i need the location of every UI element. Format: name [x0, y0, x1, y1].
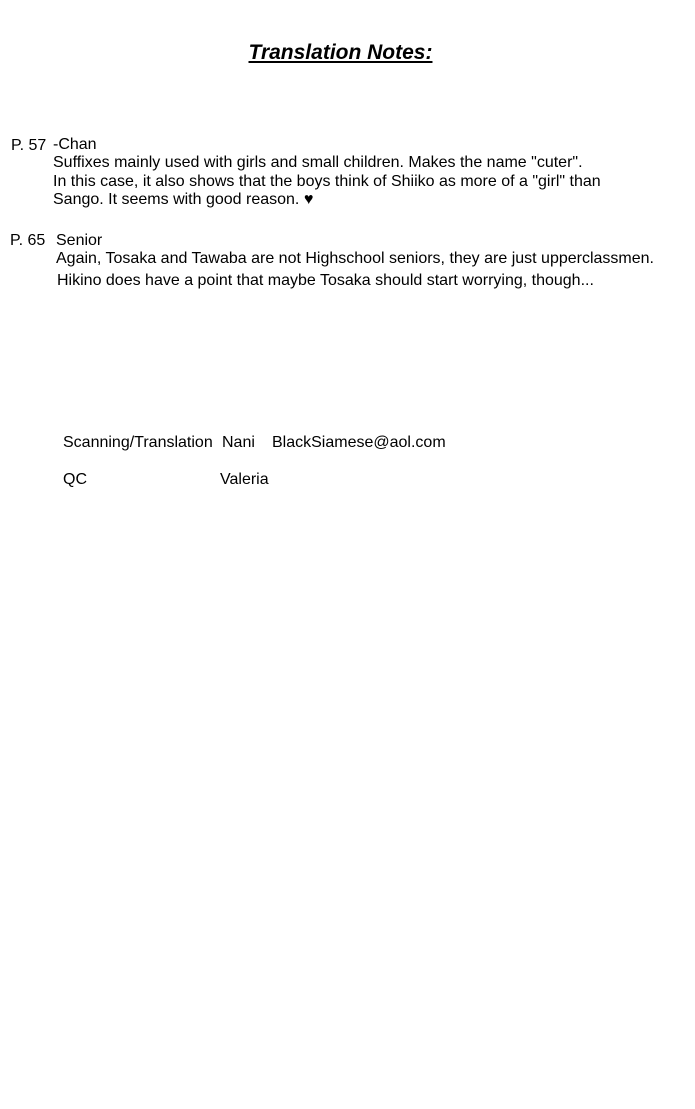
credit-name: Nani — [222, 434, 255, 451]
note-line: In this case, it also shows that the boys think of Shiiko as more of a "girl" than — [53, 173, 601, 190]
note-term: -Chan — [53, 136, 97, 153]
credit-role: Scanning/Translation — [63, 434, 213, 451]
note-page-number: P. 65 — [10, 232, 46, 249]
note-term: Senior — [56, 232, 103, 249]
note-line: Again, Tosaka and Tawaba are not Highschool seniors, they are just upperclassmen. — [56, 250, 654, 267]
credit-role: QC — [63, 471, 87, 488]
note-line: Suffixes mainly used with girls and small children. Makes the name "cuter". — [53, 154, 583, 171]
page-title: Translation Notes: — [248, 41, 433, 64]
note-line: Sango. It seems with good reason. ♥ — [53, 191, 314, 208]
note-line: Hikino does have a point that maybe Tosaka should start worrying, though... — [57, 272, 594, 289]
credit-name: Valeria — [220, 471, 269, 488]
note-page-number: P. 57 — [11, 137, 47, 154]
credit-contact-email: BlackSiamese@aol.com — [272, 434, 446, 451]
